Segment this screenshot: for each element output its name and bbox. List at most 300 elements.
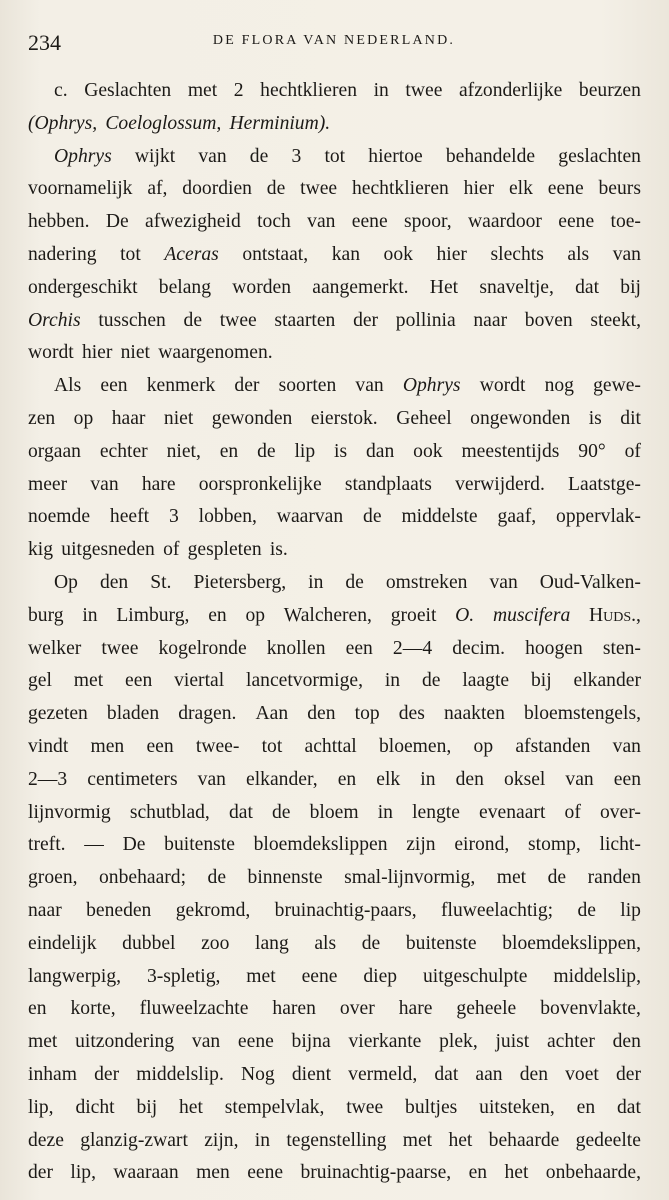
- word: zen: [28, 407, 56, 429]
- word: Aceras: [164, 243, 219, 265]
- word: met: [246, 965, 276, 987]
- word: lip: [294, 440, 316, 462]
- word: —: [84, 834, 104, 856]
- word: smal-lijnvormig,: [344, 867, 476, 889]
- word: oksel: [503, 768, 546, 790]
- word: een: [345, 637, 373, 659]
- word: geheele: [456, 998, 517, 1020]
- word: bloemdekslippen,: [502, 932, 641, 954]
- text-line: [28, 1162, 641, 1195]
- word: van: [612, 243, 641, 265]
- word: den: [519, 1063, 549, 1085]
- word: St.: [150, 571, 172, 593]
- word: bij: [530, 670, 552, 692]
- word: pollinia: [395, 309, 456, 331]
- word: van: [198, 145, 227, 167]
- word: tegenstelling: [286, 1129, 387, 1151]
- word: hare: [398, 998, 433, 1020]
- word: korte,: [70, 998, 116, 1020]
- word: als: [567, 243, 590, 265]
- text-line: [28, 670, 641, 703]
- text-line: [28, 703, 641, 736]
- word: Walcheren,: [283, 604, 372, 626]
- word: Oud-Valken-: [539, 571, 641, 593]
- word: top: [354, 703, 380, 725]
- word: 2—3: [28, 768, 68, 790]
- word: gekromd,: [175, 899, 251, 921]
- text-line: [28, 638, 641, 671]
- text-line: [28, 605, 641, 638]
- word: wordt: [479, 375, 526, 397]
- word: licht-: [599, 834, 641, 856]
- word: groen,: [28, 867, 78, 889]
- word: Nog: [240, 1063, 275, 1085]
- word: haren: [272, 998, 316, 1020]
- text-line: [28, 966, 641, 999]
- word: afstanden: [515, 735, 591, 757]
- word: de: [361, 932, 381, 954]
- word: bloemen,: [378, 735, 452, 757]
- word: oppervlak-: [556, 506, 641, 528]
- word: op: [245, 604, 266, 626]
- word: kenmerk: [146, 375, 216, 397]
- word: nadering: [28, 243, 97, 265]
- word: den: [455, 768, 484, 790]
- word: 2: [233, 80, 244, 101]
- text-line: [28, 539, 641, 572]
- word: bij: [136, 1096, 158, 1118]
- page-header: [28, 28, 640, 58]
- word: omstreken: [385, 571, 468, 593]
- body-text: [28, 80, 641, 1195]
- word: een: [613, 768, 641, 790]
- word: uitgesneden: [61, 539, 155, 561]
- text-line: [28, 375, 641, 408]
- running-head: DE FLORA VAN NEDERLAND.: [212, 33, 456, 48]
- word: stomp,: [528, 834, 581, 856]
- word: groeit: [390, 604, 437, 626]
- word: (Ophrys,: [28, 112, 98, 134]
- word: dit: [620, 407, 641, 429]
- word: bruinachtig-paars,: [274, 899, 417, 921]
- word: uitzondering: [75, 1031, 175, 1053]
- word: fluweelachtig;: [441, 899, 554, 921]
- word: of: [564, 801, 581, 823]
- word: bloemstengels,: [523, 703, 641, 725]
- text-line: [28, 834, 641, 867]
- word: wordt: [28, 342, 74, 364]
- word: tot: [120, 243, 141, 265]
- text-line: [28, 342, 641, 375]
- text-line: [28, 244, 641, 277]
- word: waargenomen.: [158, 342, 273, 364]
- word: achter: [546, 1031, 595, 1053]
- word: bloem: [309, 801, 359, 823]
- word: beurzen: [578, 80, 641, 101]
- word: en: [28, 998, 47, 1020]
- word: Op: [54, 571, 78, 593]
- word: Huds.,: [589, 604, 641, 626]
- word: de: [421, 670, 441, 692]
- word: staarten: [274, 309, 336, 331]
- text-line: [28, 211, 641, 244]
- word: kan: [331, 243, 360, 265]
- word: lengte: [412, 801, 460, 823]
- text-line: [28, 474, 641, 507]
- word: noemde: [28, 506, 91, 528]
- word: burg: [28, 604, 64, 626]
- word: dat: [434, 1063, 459, 1085]
- word: 3: [291, 145, 302, 167]
- word: schutblad,: [129, 801, 210, 823]
- word: of: [624, 440, 641, 462]
- word: twee-: [195, 735, 240, 757]
- word: der: [94, 1063, 120, 1085]
- word: langwerpig,: [28, 965, 122, 987]
- word: elkander,: [246, 768, 318, 790]
- word: welker: [28, 637, 82, 659]
- word: eene: [237, 1031, 274, 1053]
- word: behandelde: [445, 145, 536, 167]
- word: hier: [436, 243, 467, 265]
- word: fluweelzachte: [139, 998, 249, 1020]
- word: den: [612, 1031, 641, 1053]
- word: afzonderlijke: [458, 80, 563, 101]
- word: der: [28, 1162, 54, 1184]
- word: kogelronde: [158, 637, 247, 659]
- word: Als: [54, 375, 82, 397]
- word: oorspronkelijke: [198, 473, 322, 495]
- word: het: [179, 1096, 203, 1118]
- word: spoor,: [403, 211, 452, 233]
- word: twee: [346, 1096, 384, 1118]
- word: Limburg,: [116, 604, 190, 626]
- word: een: [146, 735, 174, 757]
- text-line: [28, 441, 641, 474]
- word: over: [339, 998, 375, 1020]
- word: bruinachtig-paarse,: [300, 1162, 452, 1184]
- word: eindelijk: [28, 932, 97, 954]
- word: tot: [261, 735, 283, 757]
- word: 3: [168, 506, 179, 528]
- word: tot: [324, 145, 346, 167]
- word: de: [183, 309, 203, 331]
- word: inham: [28, 1063, 77, 1085]
- word: laagte: [462, 670, 510, 692]
- text-line: [28, 998, 641, 1031]
- word: haar: [111, 407, 146, 429]
- word: met: [496, 867, 527, 889]
- word: middelslip.: [136, 1063, 224, 1085]
- word: bovenvlakte,: [540, 998, 641, 1020]
- word: vindt: [28, 735, 69, 757]
- word: gaaf,: [497, 506, 537, 528]
- word: van: [565, 768, 594, 790]
- word: zoo: [201, 932, 230, 954]
- word: centimeters: [87, 768, 178, 790]
- word: echter: [99, 440, 148, 462]
- word: steekt,: [590, 309, 641, 331]
- word: in: [254, 1129, 271, 1151]
- word: Ophrys: [402, 375, 461, 397]
- word: geslachten: [558, 145, 641, 167]
- word: waarvan: [276, 506, 344, 528]
- word: 2—4: [392, 637, 433, 659]
- text-line: [28, 408, 641, 441]
- word: dat: [228, 801, 253, 823]
- word: zijn,: [204, 1129, 239, 1151]
- word: toe-: [610, 211, 641, 233]
- word: gezeten: [28, 703, 88, 725]
- word: lancetvormige,: [246, 670, 363, 692]
- word: af,: [147, 178, 168, 200]
- word: glanzig-zwart: [80, 1129, 188, 1151]
- word: O.: [455, 604, 475, 626]
- word: eene: [351, 211, 388, 233]
- word: van: [307, 211, 336, 233]
- word: vierkante: [348, 1031, 422, 1053]
- word: Aan: [255, 703, 289, 725]
- word: van: [612, 735, 641, 757]
- word: uitsteken,: [479, 1096, 555, 1118]
- word: hechtklieren: [351, 178, 449, 200]
- word: in: [308, 571, 324, 593]
- word: hare: [141, 473, 176, 495]
- word: in: [384, 670, 401, 692]
- word: bloemdekslippen: [253, 834, 388, 856]
- word: des: [398, 703, 425, 725]
- text-line: [28, 178, 641, 211]
- word: c.: [54, 80, 68, 101]
- text-line: [28, 736, 641, 769]
- word: gewonden: [211, 407, 293, 429]
- word: niet: [120, 342, 151, 364]
- word: hier: [463, 178, 495, 200]
- word: orgaan: [28, 440, 81, 462]
- word: 3-spletig,: [146, 965, 221, 987]
- text-line: [28, 900, 641, 933]
- word: dragen.: [178, 703, 237, 725]
- word: aangemerkt.: [312, 276, 409, 298]
- word: de: [249, 145, 269, 167]
- word: De: [122, 834, 146, 856]
- word: Geslachten: [84, 80, 172, 101]
- word: en: [219, 440, 239, 462]
- word: dubbel: [122, 932, 176, 954]
- word: eene: [301, 965, 338, 987]
- word: Geheel: [396, 407, 452, 429]
- word: randen: [587, 867, 641, 889]
- word: hier: [81, 342, 113, 364]
- word: eirond,: [454, 834, 510, 856]
- word: den: [307, 703, 336, 725]
- word: in: [82, 604, 98, 626]
- word: bultjes: [405, 1096, 458, 1118]
- word: lip,: [70, 1162, 97, 1184]
- word: ook: [383, 243, 413, 265]
- word: viertal: [174, 670, 225, 692]
- word: uitgeschulpte: [422, 965, 528, 987]
- word: bladen: [106, 703, 160, 725]
- word: voornamelijk: [28, 178, 133, 200]
- word: of: [163, 539, 180, 561]
- text-line: [28, 310, 641, 343]
- word: de: [207, 867, 227, 889]
- word: ook: [413, 440, 443, 462]
- word: en: [337, 768, 357, 790]
- word: hoogen: [525, 637, 583, 659]
- word: waaraan: [113, 1162, 179, 1184]
- word: een: [100, 375, 128, 397]
- word: elk: [376, 768, 401, 790]
- word: sten-: [602, 637, 641, 659]
- word: in: [377, 801, 393, 823]
- word: van: [90, 473, 119, 495]
- word: van: [191, 1031, 221, 1053]
- word: als: [314, 932, 337, 954]
- word: heeft: [109, 506, 150, 528]
- word: met: [28, 1031, 58, 1053]
- word: het: [448, 1129, 473, 1151]
- text-line: [28, 1130, 641, 1163]
- word: naar: [28, 899, 62, 921]
- word: verwijderd.: [455, 473, 545, 495]
- word: in: [420, 768, 436, 790]
- word: der: [234, 375, 260, 397]
- word: juist: [495, 1031, 530, 1053]
- word: waardoor: [467, 211, 542, 233]
- word: met: [187, 80, 218, 101]
- word: voet: [565, 1063, 599, 1085]
- word: het: [504, 1162, 529, 1184]
- word: hebben.: [28, 211, 90, 233]
- word: dat: [575, 276, 600, 298]
- word: der: [615, 1063, 641, 1085]
- word: is: [588, 407, 602, 429]
- word: van: [197, 768, 226, 790]
- word: de: [547, 867, 567, 889]
- word: worden: [232, 276, 292, 298]
- word: ontstaat,: [242, 243, 309, 265]
- word: is.: [269, 539, 288, 561]
- word: De: [105, 211, 129, 233]
- word: hiertoe: [368, 145, 423, 167]
- word: gewe-: [593, 375, 641, 397]
- word: bijna: [291, 1031, 331, 1053]
- word: de: [363, 506, 382, 528]
- word: en: [576, 1096, 596, 1118]
- word: dan: [366, 440, 395, 462]
- word: de: [257, 440, 276, 462]
- word: en: [208, 604, 227, 626]
- word: Orchis: [28, 309, 81, 331]
- word: met: [73, 670, 104, 692]
- word: gel: [28, 670, 52, 692]
- text-line: [28, 1064, 641, 1097]
- word: lobben,: [198, 506, 257, 528]
- word: standplaats: [344, 473, 432, 495]
- word: ondergeschikt: [28, 276, 138, 298]
- text-line: [28, 1031, 641, 1064]
- word: onbehaard;: [99, 867, 187, 889]
- word: middelste: [401, 506, 478, 528]
- word: treft.: [28, 834, 66, 856]
- word: Herminium).: [229, 112, 331, 134]
- word: niet,: [166, 440, 201, 462]
- word: muscifera: [492, 604, 571, 626]
- word: boven: [524, 309, 573, 331]
- text-line: [28, 572, 641, 605]
- word: de: [577, 899, 596, 921]
- word: niet: [163, 407, 194, 429]
- word: beurs: [598, 178, 641, 200]
- word: meer: [28, 473, 68, 495]
- word: achttal: [304, 735, 357, 757]
- word: met: [402, 1129, 433, 1151]
- word: elkander: [573, 670, 641, 692]
- word: toch: [257, 211, 291, 233]
- word: naakten: [443, 703, 505, 725]
- word: twee: [300, 178, 338, 200]
- word: slechts: [490, 243, 544, 265]
- word: Pietersberg,: [193, 571, 287, 593]
- text-line: [28, 933, 641, 966]
- word: den: [99, 571, 129, 593]
- word: vermeld,: [348, 1063, 418, 1085]
- word: evenaart: [479, 801, 546, 823]
- word: der: [353, 309, 379, 331]
- word: behaarde: [488, 1129, 560, 1151]
- text-line: [28, 802, 641, 835]
- word: kig: [28, 539, 54, 561]
- word: over-: [599, 801, 641, 823]
- word: elk: [508, 178, 533, 200]
- word: tusschen: [98, 309, 166, 331]
- word: plek,: [439, 1031, 478, 1053]
- word: buitenste: [405, 932, 477, 954]
- word: eierstok.: [310, 407, 378, 429]
- word: eene: [558, 211, 595, 233]
- word: de: [266, 178, 286, 200]
- word: wijkt: [134, 145, 176, 167]
- word: is: [334, 440, 348, 462]
- word: Het: [429, 276, 459, 298]
- text-line: [28, 80, 641, 113]
- word: gespleten: [187, 539, 262, 561]
- word: buitenste: [164, 834, 235, 856]
- text-line: [28, 506, 641, 539]
- word: en: [468, 1162, 488, 1184]
- word: Ophrys: [54, 145, 112, 167]
- word: Laatstge-: [568, 473, 641, 495]
- word: dat: [616, 1096, 641, 1118]
- word: lip,: [28, 1096, 54, 1118]
- word: decim.: [452, 637, 505, 659]
- word: gedeelte: [575, 1129, 641, 1151]
- word: op: [73, 407, 94, 429]
- word: men: [90, 735, 125, 757]
- word: soorten: [278, 375, 337, 397]
- word: lip: [620, 899, 641, 921]
- word: ongewonden: [470, 407, 571, 429]
- word: dicht: [75, 1096, 115, 1118]
- word: nog: [544, 375, 574, 397]
- word: twee: [219, 309, 257, 331]
- word: bij: [620, 276, 641, 298]
- word: snaveltje,: [479, 276, 554, 298]
- text-line: [28, 146, 641, 179]
- word: deze: [28, 1129, 64, 1151]
